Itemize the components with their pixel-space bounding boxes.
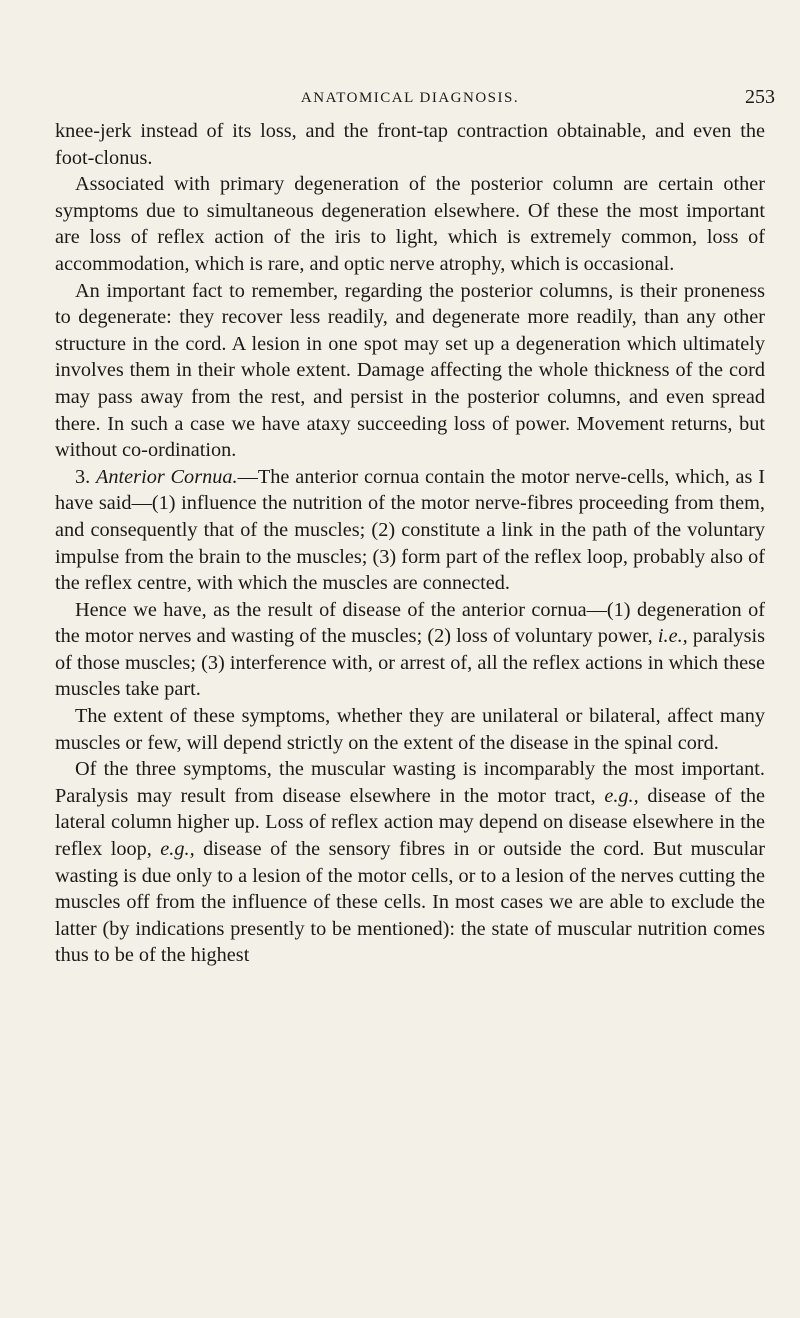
text-run: disease of the lateral column higher up. Loss of reflex action may depend on disease elsewhere in the reflex loop, [55, 784, 765, 861]
body-text [55, 118, 765, 969]
section-text: —The anterior cornua contain the motor nerve-cells, which, as I have said—(1) influence the nutrition of the motor nerve-fibres proceeding from them, and consequently that of the muscles; (2) constitute a link in the path of the voluntary impulse from the brain to the muscles; (3) form part of the reflex loop, probably also of the reflex centre, with which the muscles are connected. [55, 465, 765, 595]
page-number: 253 [745, 86, 775, 108]
section-number: 3. [75, 465, 91, 488]
paragraph: An important fact to remember, regarding the posterior columns, is their proneness to degenerate: they recover less readily, and degenerate more readily, than any other structure in the cord. A lesion in one spot may set up a degeneration which ultimately involves them in their whole extent. Damage affecting the whole thickness of the cord may pass away from the rest, and persist in the posterior columns, and even spread there. In such a case we have ataxy succeeding loss of power. Movement returns, but without co-ordination. [55, 279, 765, 462]
text-run: Of the three symptoms, the muscular wasting is incomparably the most important. Paralysis may result from disease elsewhere in the motor tract, [55, 758, 765, 807]
paragraph: Associated with primary degeneration of the posterior column are certain other symptoms due to simultaneous degeneration elsewhere. Of these the most important are loss of reflex action of the iris to light, which is extremely common, loss of accommodation, which is rare, and optic nerve atrophy, which is occasional. [55, 173, 765, 275]
paragraph [55, 756, 765, 969]
paragraph-anterior-cornua [55, 464, 765, 597]
text-run: Hence we have, as the result of disease of the anterior cornua—(1) degeneration of the motor nerves and wasting of the muscles; (2) loss of voluntary power, [55, 598, 765, 648]
section-title: Anterior Cornua. [96, 465, 238, 488]
paragraph: The extent of these symptoms, whether they are unilateral or bilateral, affect many muscles or few, will depend strictly on the extent of the disease in the spinal cord. [55, 705, 765, 754]
paragraph [55, 597, 765, 703]
italic-abbreviation: i.e., [657, 625, 688, 648]
running-head: ANATOMICAL DIAGNOSIS. [300, 90, 520, 106]
page-header [55, 70, 775, 110]
text-run: paralysis of those muscles; (3) interference with, or arrest of, all the reflex actions in which these muscles take part. [55, 625, 765, 701]
italic-abbreviation: e.g., [604, 784, 639, 807]
italic-abbreviation: e.g., [160, 838, 195, 861]
paragraph-continuation: knee-jerk instead of its loss, and the front-tap contraction obtainable, and even the foot-clonus. [55, 120, 765, 169]
text-run: disease of the sensory fibres in or outside the cord. But muscular wasting is due only to a lesion of the motor cells, or to a lesion of the nerves cutting the muscles off from the influence of these cells. In most cases we are able to exclude the latter (by indications presently to be mentioned): the state of muscular nutrition comes thus to be of the highest [55, 838, 765, 967]
